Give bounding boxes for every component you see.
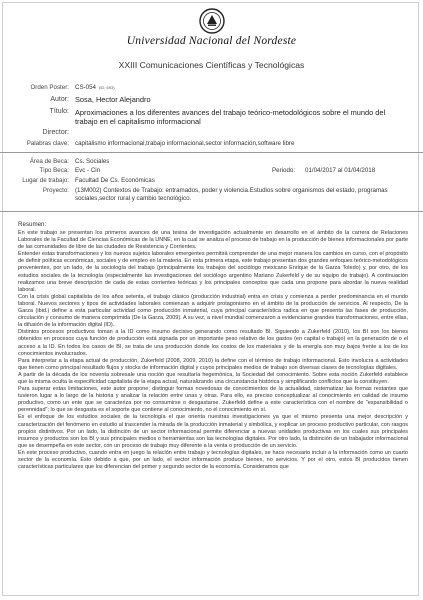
university-logo — [0, 8, 423, 47]
lugar-trabajo-value: Facultad De Cs. Económicas — [75, 177, 155, 184]
tipo-beca-value: Evc - Cin — [75, 167, 101, 174]
periodo-label: Periodo: — [272, 167, 296, 174]
palabras-clave-label: Palabras clave: — [26, 140, 69, 147]
event-title: XXIII Comunicaciones Científicas y Tecnológicas — [118, 60, 305, 70]
orden-poster-field — [75, 84, 115, 92]
abstract-paragraph: Para interpretar a la etapa actual de producción, Zukerfeld (2008, 2009, 2010) la define con el término de trabajo informacional. Esto involucra a actividades que tienen como principal resultado flujos y stocks de información digital y cuyos principales medios de trabajo son diversas clases de tecnologías digitales. — [18, 357, 408, 371]
proyecto-label: Proyecto: — [42, 187, 69, 194]
abstract-body — [18, 230, 408, 471]
tipo-beca-label: Tipo Beca: — [39, 167, 69, 174]
resumen-label: Resumen: — [18, 221, 47, 228]
abstract-paragraph: Entender estas transformaciones y los nuevos sujetos laborales emergentes permitirá comprender de una mejor manera los cambios en curso, con el propósito de definir políticas económicas, sociales y de empleo en la materia. En esta primera etapa, este trabajo presentan dos grandes enfoques teórico-metodológicos provenientes, por un lado, de la sociología del trabajo (principalmente los trabajos del sociólogo mexicano Enrique de la Garza Toledo) y, por otro, de los estudios sociales de la tecnología (especialmente las investigaciones del sociólogo argentino Mariano Zukerfeld y de su equipo de trabajo). A continuación realizamos una breve descripción de cada de estas corrientes teóricas y los principales conceptos que cada una propone para abordar la nueva realidad laboral. — [18, 251, 408, 293]
autor-label: Autor: — [50, 96, 69, 103]
titulo-value: Aproximaciones a los diferentes avances del trabajo teórico-metodológicos sobre el mundo del trabajo en el capitalismo informacional — [75, 108, 386, 126]
orden-poster-value: CS-054 — [75, 84, 96, 91]
titulo-label: Título: — [49, 108, 69, 115]
abstract-paragraph: Distintos procesos productivos toman a la ID como insumo decisivo generando como resultado BI. Siguiendo a Zukerfeld (2010), los BI son los bienes obtenidos en procesos cuya función de producción está signada por un importante peso relativo de los gastos (en capital o trabajo) en la generación de o el acceso a la ID. En todos los casos de BI, se trata de una producción donde los costos de los materiales y de la energía son muy bajos frente a los de los conocimientos involucrados. — [18, 329, 408, 357]
abstract-paragraph: Con la crisis global capitalista de los años setenta, el trabajo clásico (producción industrial) entra en crisis y comienza a perder predominancia en el mundo laboral. Nuevos sectores y tipos de actividades laborales comienzan a adquirir protagonismo en el ámbito de la producción de servicios. Al respecto, De la Garza (ibid.) define a esta particular actividad como producción inmaterial, cuya principal característica radica en que presenta las fases de producción, circulación y consumo de manera comprimida (De la Garza, 2009). A su vez, a nivel mundial comenzaron a evidenciarse grandes transformaciones, entre ellas, la difusión de la información digital (ID). — [18, 293, 408, 329]
abstract-paragraph: En este trabajo se presentan los primeros avances de una tesina de investigación actualmente en desarrollo en el ámbito de la carrera de Relaciones Laborales de la Facultad de Ciencias Económicas de la UNNE, en la cual se analiza el proceso de trabajo en la producción de bienes informacionales por parte de las comunidades de libre de las ciudades de Resistencia y Corrientes. — [18, 230, 408, 251]
palabras-clave-value: capitalismo informacional,trabajo informacional,sector información,software libre — [75, 140, 295, 147]
autor-value: Sosa, Hector Alejandro — [75, 95, 151, 104]
abstract-paragraph: En este proceso productivo, cuando entra en juego la relación entre trabajo y tecnologías digitales, se hace necesario incluir a la información como un cuarto sector de la economía. Esto debido a que, por un lado, el sector información produce bienes, no servicios. Y por el otro, estos BI producidos tienen características particulares que los diferencian del primer y segundo sector de la economía. Consideramos que — [18, 449, 408, 471]
area-beca-value: Cs. Sociales — [75, 158, 110, 165]
director-label: Director: — [42, 129, 69, 136]
university-seal-icon — [198, 8, 226, 34]
periodo-value: 01/04/2017 al 01/04/2018 — [305, 167, 376, 174]
proyecto-value: (13M002) Contextos de Trabajo: entramados, poder y violencia.Estudios sobre organismos del estado, programas sociales,sector rural y cambio tecnológico. — [75, 187, 388, 202]
orden-poster-note: (ID: 693) — [98, 85, 115, 90]
orden-poster-label: Orden Poster: — [30, 84, 69, 91]
lugar-trabajo-label: Lugar de trabajo: — [22, 177, 69, 184]
area-beca-label: Área de Beca: — [29, 158, 69, 165]
abstract-paragraph: Es el enfoque de los estudios sociales de la tecnología el que orienta nuestras investigaciones ya que el mismo presenta una mejor descripción y caracterización del fenómeno en estudio al trascender la mirada de la producción inmaterial y simbólica, y explicar un proceso productivo particular, con rasgos propios distintivos. Por un lado, la distinción de un sector informacional permite diferenciar a nuevas unidades productivas en los cuales sus principales insumos y productos son los BI y sus principales medios o herramientas son las tecnologías digitales. Por otro lado, la distinción de un trabajador informacional que se desempeña en este sector, con un proceso de trabajo muy diferente a la venta o producción de un servicio. — [18, 414, 408, 449]
divider — [0, 152, 423, 153]
divider — [0, 211, 423, 212]
abstract-paragraph: Para superar estas limitaciones, este autor propone; distinguir formas novedosas de conocimientos de la actualidad, sistematizar las formas restantes que tuvieron lugar a lo largo de la historia y analizar la relación entre unas y otras. Para ello, es preciso conceptualizar al conocimiento en calidad de insumo productivo, como un ente que se caracteriza por no consumirse o desgastarse. Zukerfeld define a este característica con el nombre de "expansibilidad o perennidad"; lo que se desgasta es el soporte que contiene al conocimiento, no el conocimiento en sí. — [18, 386, 408, 414]
university-name: Universidad Nacional del Nordeste — [126, 35, 297, 47]
abstract-paragraph: A partir de la década de los noventa sobresale una noción que resultaría hegemónica, la Sociedad del conocimiento. Sobre esta noción Zukerfeld establece que la misma oculta la especificidad capitalista de la etapa actual, naturalizando una circunstancia histórica y simplificando conflictos que la constituyen. — [18, 371, 408, 385]
